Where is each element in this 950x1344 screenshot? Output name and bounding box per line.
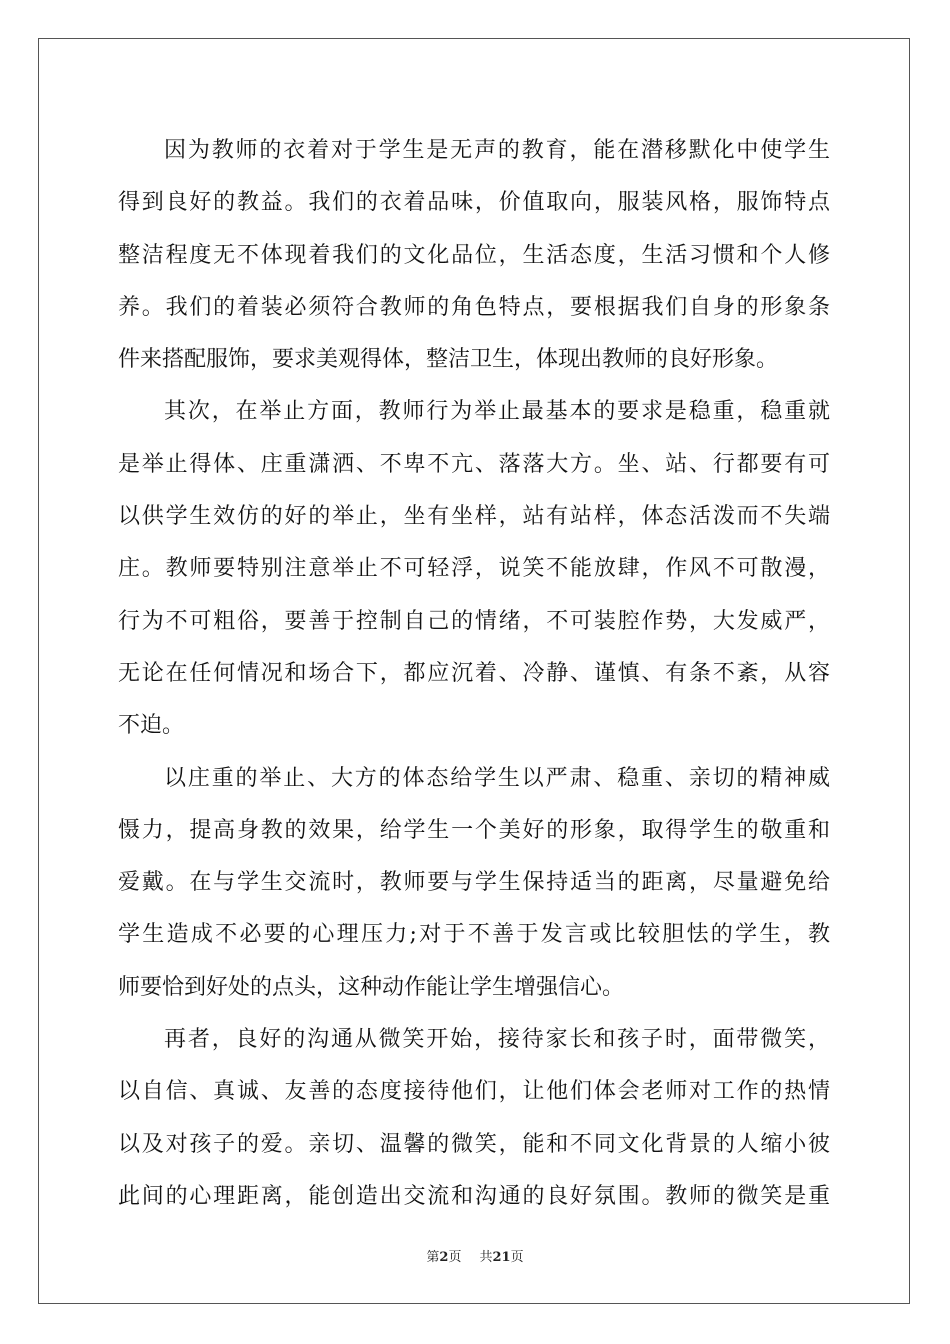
- text-line-12: 不迫。: [118, 713, 185, 739]
- text-line-17: 师要恰到好处的点头，这种动作能让学生增强信心。: [118, 974, 625, 1000]
- text-line-10: 行为不可粗俗，要善于控制自己的情绪，不可装腔作势，大发威严，: [118, 608, 830, 634]
- text-line-9: 庄。教师要特别注意举止不可轻浮，说笑不能放肆，作风不可散漫，: [118, 556, 830, 582]
- text-line-3: 整洁程度无不体现着我们的文化品位，生活态度，生活习惯和个人修: [118, 242, 830, 268]
- page-footer: [0, 1246, 950, 1265]
- text-line-15: 爱戴。在与学生交流时，教师要与学生保持适当的距离，尽量避免给: [118, 870, 830, 896]
- text-line-20: 以及对孩子的爱。亲切、温馨的微笑，能和不同文化背景的人缩小彼: [118, 1131, 830, 1157]
- text-line-2: 得到良好的教益。我们的衣着品味，价值取向，服装风格，服饰特点: [118, 190, 830, 216]
- page-suffix: 页: [448, 1250, 462, 1265]
- text-line-21: 此间的心理距离，能创造出交流和沟通的良好氛围。教师的微笑是重: [118, 1183, 830, 1209]
- text-line-18: 再者，良好的沟通从微笑开始，接待家长和孩子时，面带微笑，: [164, 1027, 830, 1053]
- text-line-4: 养。我们的着装必须符合教师的角色特点，要根据我们自身的形象条: [118, 294, 830, 320]
- text-line-16: 学生造成不必要的心理压力;对于不善于发言或比较胆怯的学生，教: [118, 922, 830, 948]
- page-number: 2: [439, 1250, 449, 1265]
- total-pages: 21: [492, 1250, 511, 1265]
- page-prefix: 第: [426, 1250, 440, 1265]
- text-line-6: 其次，在举止方面，教师行为举止最基本的要求是稳重，稳重就: [164, 399, 830, 425]
- text-line-1: 因为教师的衣着对于学生是无声的教育，能在潜移默化中使学生: [164, 138, 830, 163]
- total-suffix: 页: [510, 1250, 524, 1265]
- text-line-14: 慑力，提高身教的效果，给学生一个美好的形象，取得学生的敬重和: [118, 817, 830, 843]
- text-line-11: 无论在任何情况和场合下，都应沉着、冷静、谨慎、有条不紊，从容: [118, 660, 830, 686]
- text-line-13: 以庄重的举止、大方的体态给学生以严肃、稳重、亲切的精神威: [164, 765, 830, 791]
- text-line-19: 以自信、真诚、友善的态度接待他们，让他们体会老师对工作的热情: [118, 1079, 830, 1105]
- document-body: [118, 125, 830, 1223]
- text-line-5: 件来搭配服饰，要求美观得体，整洁卫生，体现出教师的良好形象。: [118, 347, 779, 373]
- text-line-7: 是举止得体、庄重潇洒、不卑不亢、落落大方。坐、站、行都要有可: [118, 451, 830, 477]
- text-line-8: 以供学生效仿的好的举止，坐有坐样，站有站样，体态活泼而不失端: [118, 504, 830, 530]
- total-prefix: 共: [479, 1250, 493, 1265]
